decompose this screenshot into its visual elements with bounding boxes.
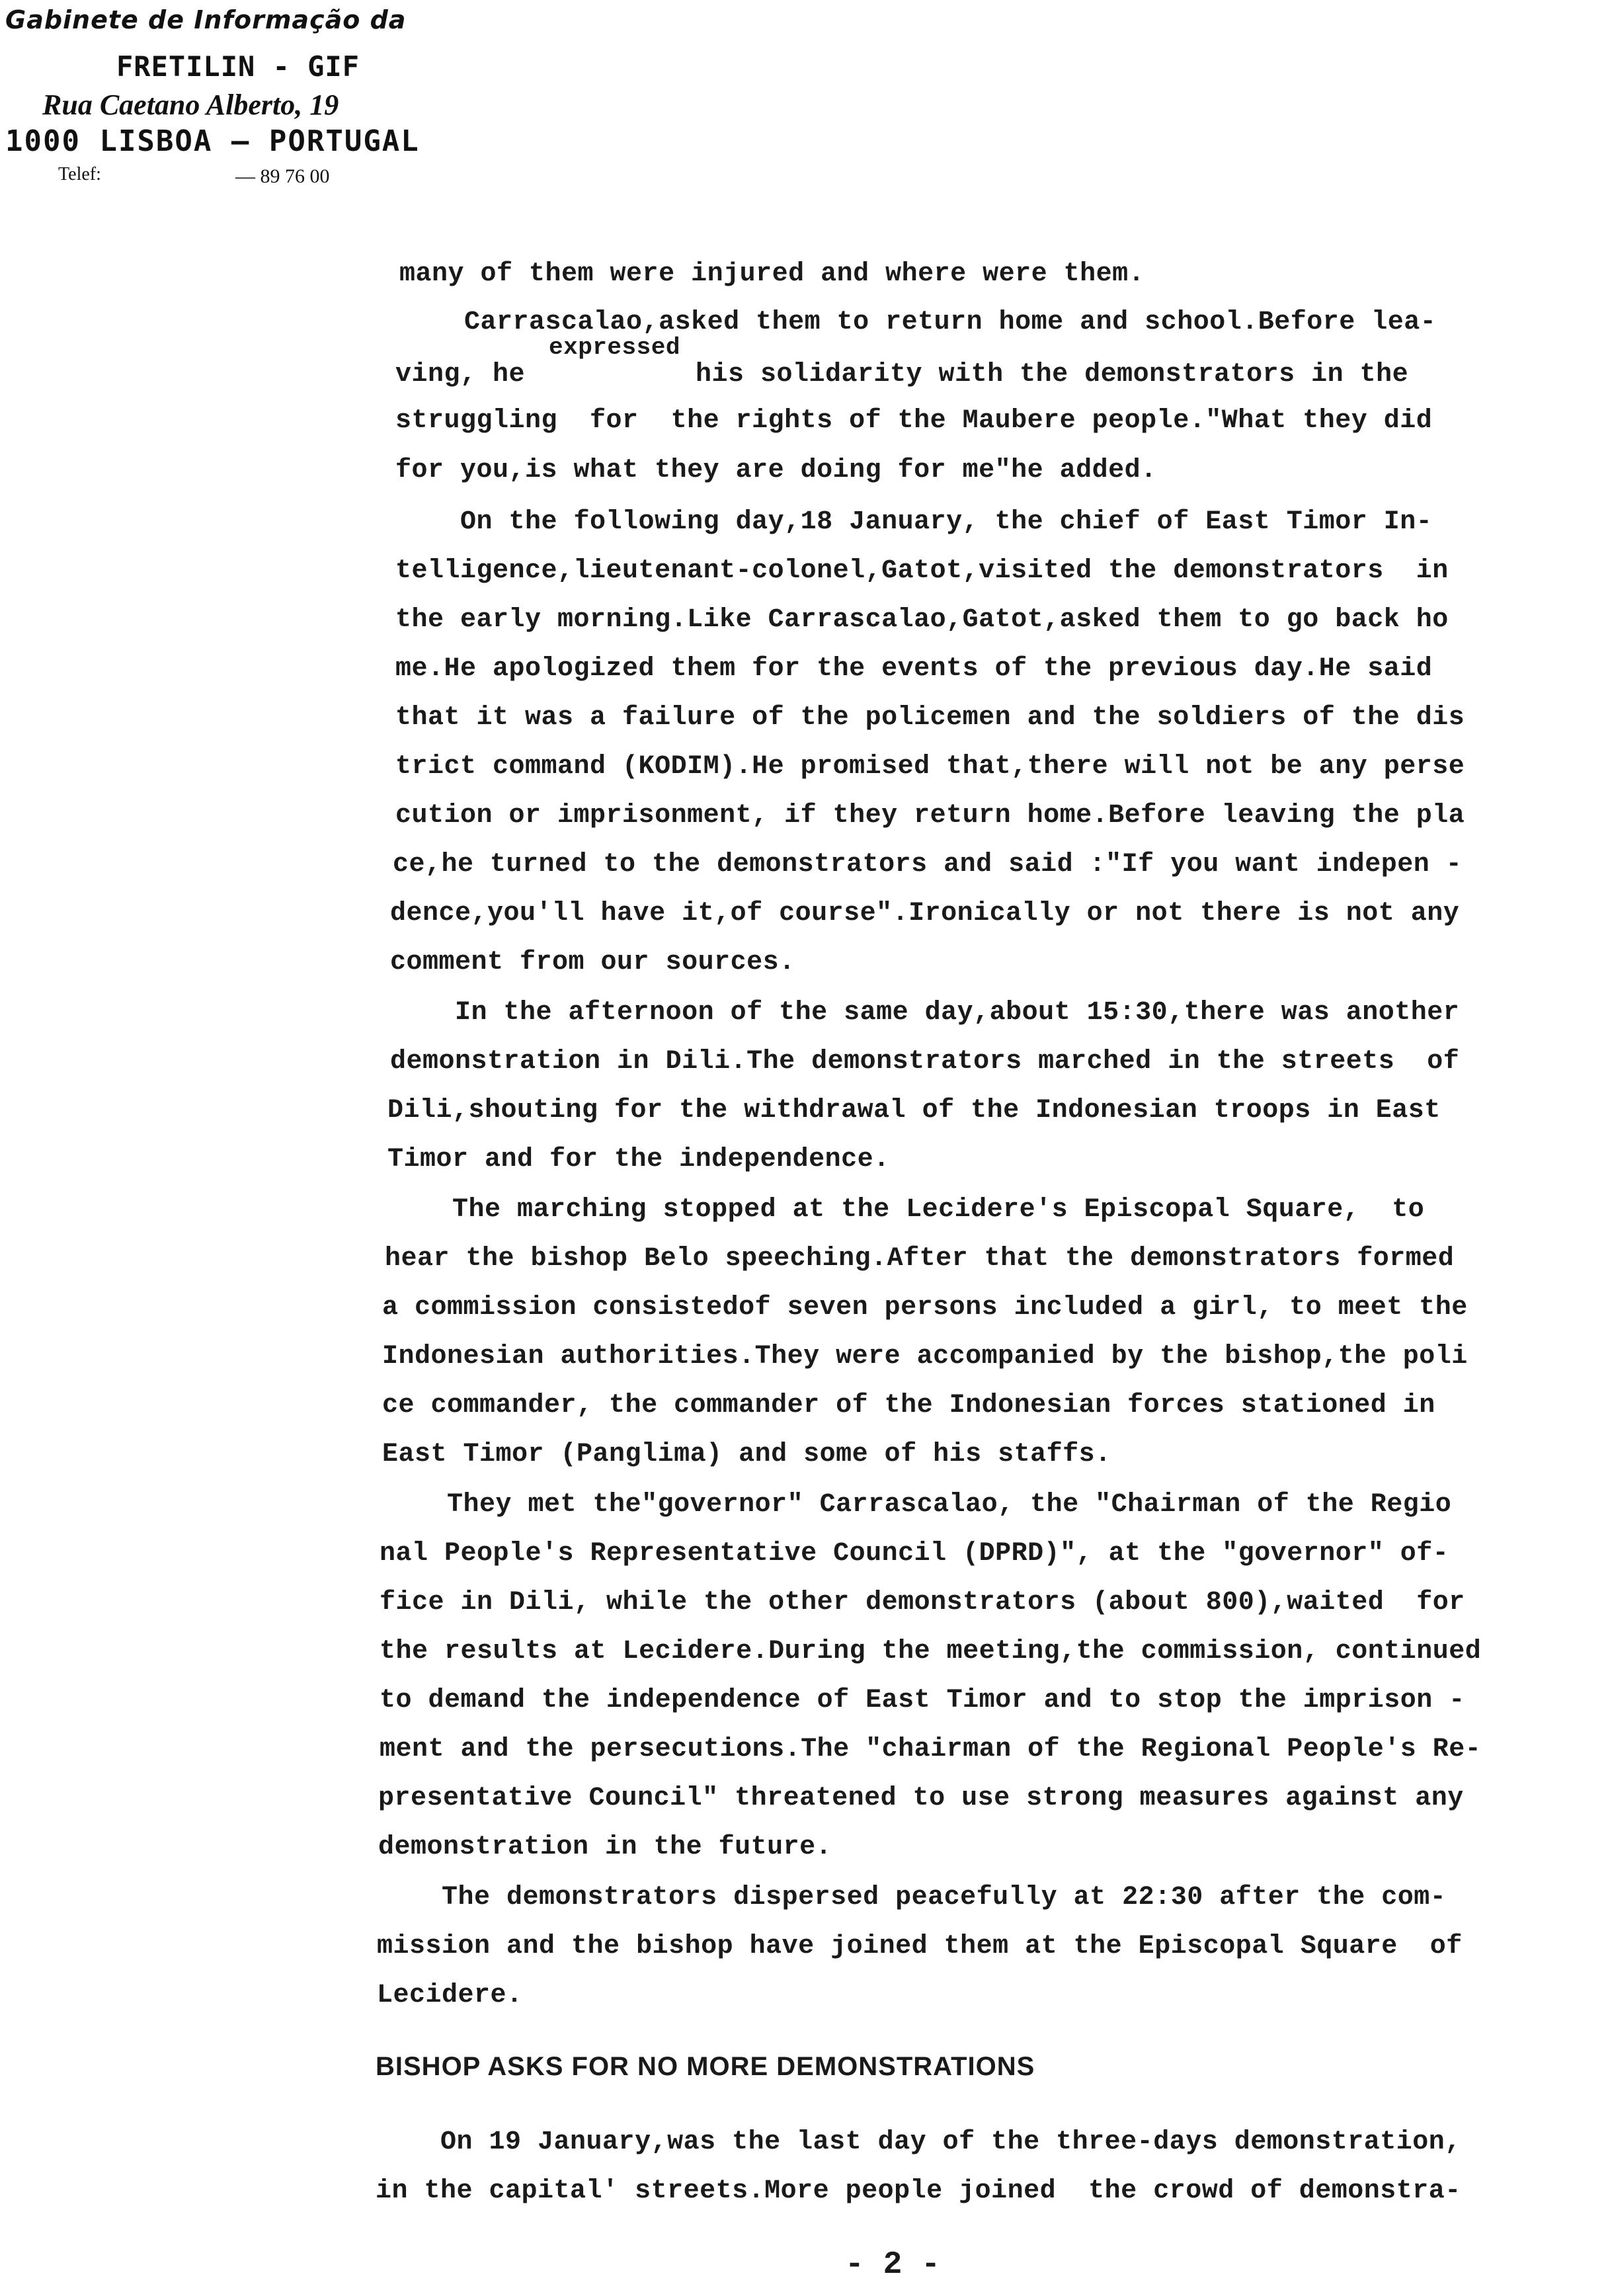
body-line: East Timor (Panglima) and some of his staffs. [382, 1440, 1111, 1469]
body-line: the early morning.Like Carrascalao,Gatot,asked them to go back ho [395, 605, 1449, 635]
body-line: to demand the independence of East Timor and to stop the imprison - [380, 1686, 1465, 1715]
stamp-organization-name: Gabinete de Informação da [5, 5, 407, 34]
inserted-word: expressed [549, 334, 680, 361]
body-line: They met the"governor" Carrascalao, the "Chairman of the Regio [382, 1490, 1452, 1520]
stamp-acronym: FRETILIN - GIF [116, 50, 360, 83]
body-line: presentative Council" threatened to use strong measures against any [378, 1784, 1464, 1813]
body-line: ce,he turned to the demonstrators and said :"If you want indepen - [393, 850, 1463, 880]
body-line: dence,you'll have it,of course".Ironically or not there is not any [390, 899, 1460, 928]
body-line: a commission consistedof seven persons included a girl, to meet the [382, 1293, 1468, 1323]
stamp-phone-label: Telef: [58, 164, 101, 184]
body-line: telligence,lieutenant-colonel,Gatot,visited the demonstrators in [395, 556, 1449, 586]
body-line: Dili,shouting for the withdrawal of the Indonesian troops in East [387, 1096, 1441, 1126]
body-line: Indonesian authorities.They were accompanied by the bishop,the poli [382, 1342, 1468, 1372]
body-line: many of them were injured and where were them. [399, 259, 1145, 289]
body-line: that it was a failure of the policemen and the soldiers of the dis [395, 703, 1465, 733]
body-line: mission and the bishop have joined them at the Episcopal Square of [377, 1932, 1463, 1961]
body-line: the results at Lecidere.During the meeting,the commission, continued [380, 1637, 1482, 1666]
body-line: fice in Dili, while the other demonstrators (about 800),waited for [380, 1588, 1465, 1618]
body-line: demonstration in the future. [378, 1832, 832, 1862]
body-line: trict command (KODIM).He promised that,there will not be any perse [395, 752, 1465, 782]
body-line: in the capital' streets.More people joined the crowd of demonstra- [376, 2176, 1461, 2206]
body-line: hear the bishop Belo speeching.After that the demonstrators formed [385, 1244, 1455, 1274]
stamp-phone-number: — 89 76 00 [235, 165, 330, 187]
body-line: ving, he [395, 360, 526, 390]
page-number: - 2 - [845, 2247, 941, 2283]
stamp-street-address: Rua Caetano Alberto, 19 [42, 89, 339, 121]
body-line: his solidarity with the demonstrators in the [696, 360, 1409, 390]
body-line: for you,is what they are doing for me"he added. [395, 456, 1157, 485]
body-line: me.He apologized them for the events of the previous day.He said [395, 654, 1433, 684]
body-line: Lecidere. [377, 1981, 523, 2010]
body-line: ce commander, the commander of the Indonesian forces stationed in [382, 1391, 1435, 1420]
body-line: On the following day,18 January, the chief of East Timor In- [395, 507, 1433, 537]
body-line: Timor and for the independence. [387, 1145, 890, 1174]
body-line: struggling for the rights of the Maubere people."What they did [395, 406, 1433, 436]
body-line: In the afternoon of the same day,about 15:30,there was another [390, 998, 1460, 1028]
body-line: On 19 January,was the last day of the three-days demonstration, [376, 2127, 1461, 2157]
body-line: ment and the persecutions.The "chairman of the Regional People's Re- [380, 1735, 1482, 1764]
body-line: The marching stopped at the Lecidere's Episcopal Square, to [387, 1195, 1425, 1225]
body-line: Carrascalao,asked them to return home and school.Before lea- [399, 308, 1437, 337]
section-heading: BISHOP ASKS FOR NO MORE DEMONSTRATIONS [376, 2052, 1035, 2081]
body-line: cution or imprisonment, if they return home.Before leaving the pla [395, 801, 1465, 831]
body-line: nal People's Representative Council (DPRD)", at the "governor" of- [380, 1539, 1449, 1569]
body-line: The demonstrators dispersed peacefully at 22:30 after the com- [377, 1883, 1447, 1912]
body-line: comment from our sources. [390, 948, 795, 977]
stamp-city-country: 1000 LISBOA — PORTUGAL [5, 124, 420, 158]
body-line: demonstration in Dili.The demonstrators marched in the streets of [390, 1047, 1460, 1077]
